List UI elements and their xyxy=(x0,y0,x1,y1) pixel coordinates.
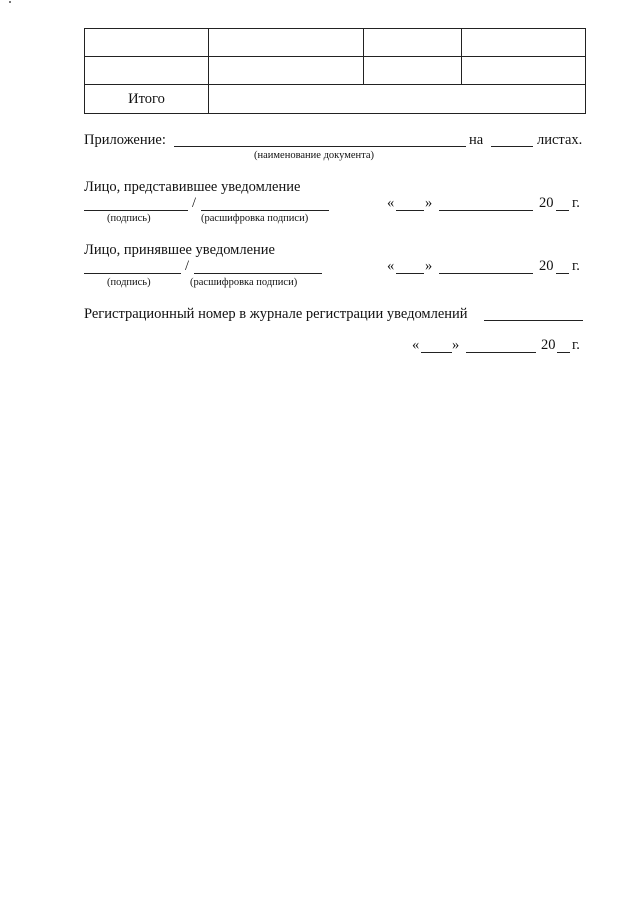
receiver-quote-open: « xyxy=(387,258,395,274)
attachment-label: Приложение: xyxy=(84,132,166,148)
table-cell[interactable] xyxy=(462,57,586,85)
attachment-sheets-field[interactable] xyxy=(491,146,533,147)
attachment-document-caption: (наименование документа) xyxy=(254,150,375,161)
scan-artifact xyxy=(9,1,11,3)
table-cell[interactable] xyxy=(209,29,364,57)
submitter-quote-open: « xyxy=(387,195,395,211)
registration-month-field[interactable] xyxy=(466,352,536,353)
table-cell[interactable] xyxy=(85,57,209,85)
attachment-document-field[interactable] xyxy=(174,146,466,147)
submitter-signature-caption: (подпись) xyxy=(107,213,151,224)
receiver-year-field[interactable] xyxy=(556,273,569,274)
table-cell[interactable] xyxy=(364,29,462,57)
receiver-month-field[interactable] xyxy=(439,273,533,274)
table-row xyxy=(85,29,586,57)
total-value-cell[interactable] xyxy=(209,85,586,114)
receiver-year-prefix: 20 xyxy=(539,258,554,274)
submitter-quote-close: » xyxy=(425,195,433,211)
registration-label: Регистрационный номер в журнале регистрации уведомлений xyxy=(84,306,468,322)
submitter-title: Лицо, представившее уведомление xyxy=(84,179,301,195)
table-row xyxy=(85,57,586,85)
receiver-title: Лицо, принявшее уведомление xyxy=(84,242,275,258)
submitter-day-field[interactable] xyxy=(396,210,424,211)
receiver-signature-caption: (подпись) xyxy=(107,277,151,288)
submitter-year-suffix: г. xyxy=(572,195,580,211)
submitter-month-field[interactable] xyxy=(439,210,533,211)
submitter-slash: / xyxy=(192,195,197,211)
goods-table xyxy=(84,28,586,114)
submitter-decoding-field[interactable] xyxy=(201,210,329,211)
table-cell[interactable] xyxy=(462,29,586,57)
total-label: Итого xyxy=(85,85,209,114)
receiver-day-field[interactable] xyxy=(396,273,424,274)
registration-number-field[interactable] xyxy=(484,320,583,321)
registration-quote-open: « xyxy=(412,337,420,353)
table-cell[interactable] xyxy=(85,29,209,57)
table-cell[interactable] xyxy=(209,57,364,85)
attachment-sheets-label: листах. xyxy=(537,132,583,148)
registration-day-field[interactable] xyxy=(421,352,452,353)
attachment-on-label: на xyxy=(469,132,484,148)
receiver-decoding-caption: (расшифровка подписи) xyxy=(190,277,298,288)
registration-year-field[interactable] xyxy=(557,352,570,353)
submitter-decoding-caption: (расшифровка подписи) xyxy=(201,213,309,224)
table-cell[interactable] xyxy=(364,57,462,85)
receiver-signature-field[interactable] xyxy=(84,273,181,274)
receiver-decoding-field[interactable] xyxy=(194,273,322,274)
receiver-slash: / xyxy=(185,258,190,274)
submitter-signature-field[interactable] xyxy=(84,210,188,211)
receiver-quote-close: » xyxy=(425,258,433,274)
submitter-year-field[interactable] xyxy=(556,210,569,211)
registration-year-prefix: 20 xyxy=(541,337,556,353)
submitter-year-prefix: 20 xyxy=(539,195,554,211)
registration-year-suffix: г. xyxy=(572,337,580,353)
registration-quote-close: » xyxy=(452,337,460,353)
receiver-year-suffix: г. xyxy=(572,258,580,274)
table-total-row xyxy=(85,85,586,114)
